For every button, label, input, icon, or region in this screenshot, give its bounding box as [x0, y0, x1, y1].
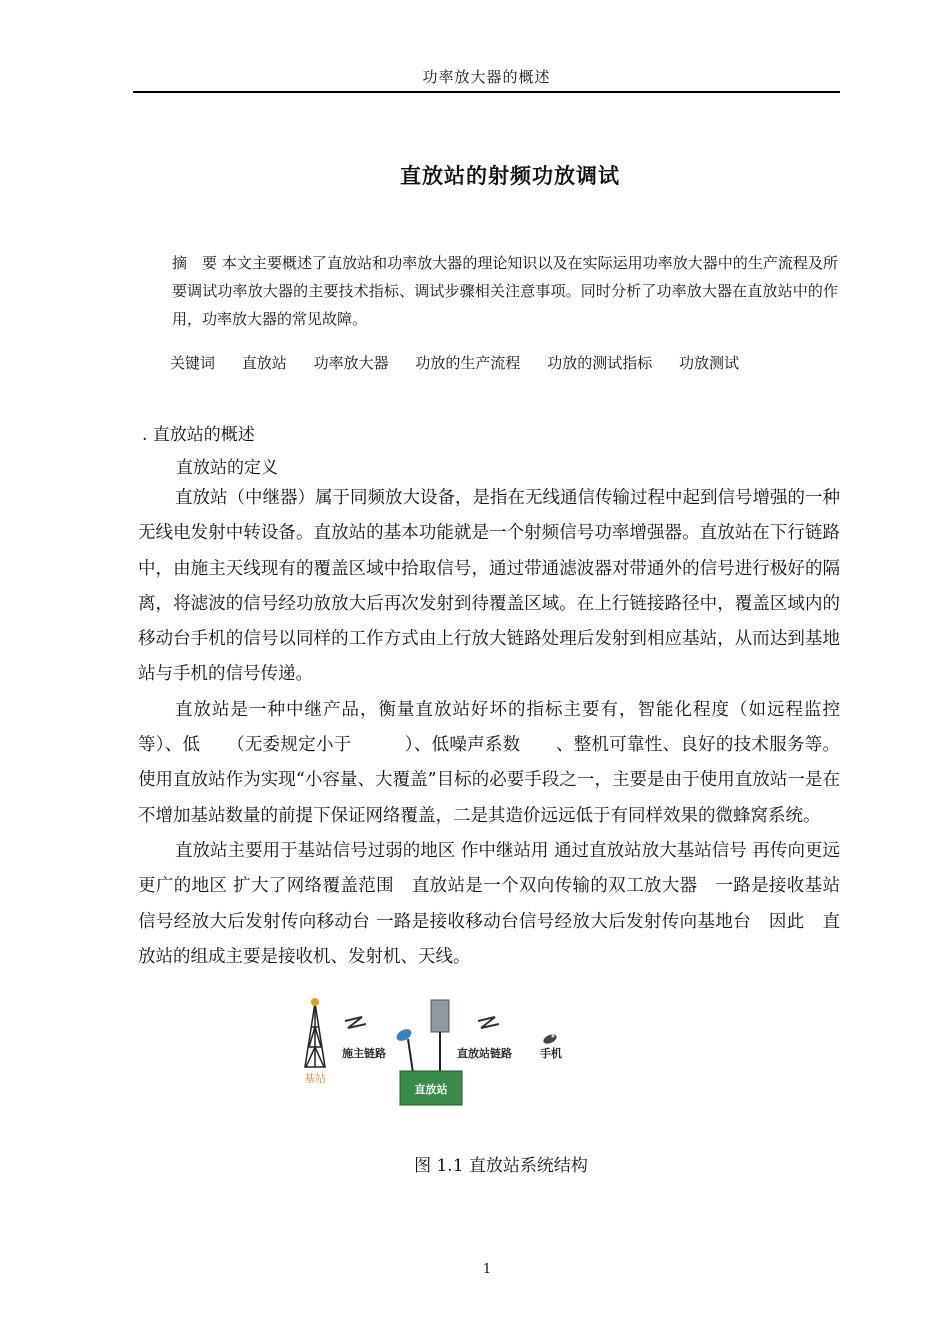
abstract-label: 摘 要: [172, 254, 218, 272]
keywords: [170, 352, 761, 373]
paragraph: 直放站主要用于基站信号过弱的地区 作中继站用 通过直放站放大基站信号 再传向更远更广的地区 扩大了网络覆盖范围 直放站是一个双向传输的双工放大器 一路是接收基站信号经放大后发射传向移动台 一路是接收移动台信号经放大后发射传向基地台 因此 直放站的组成主要是接收机、发射机、天线。: [138, 840, 840, 967]
donor-link-label: 施主链路: [342, 1047, 386, 1060]
section-heading: . 直放站的概述: [142, 425, 255, 445]
antenna-cable: [408, 1039, 413, 1073]
header-rule: [133, 91, 840, 93]
keyword-item: 功率放大器: [313, 354, 389, 372]
donor-antenna-icon: [395, 1027, 414, 1044]
keywords-label: 关键词: [170, 354, 216, 372]
page-number: 1: [482, 1262, 492, 1277]
base-station-label: 基站: [304, 1072, 326, 1085]
wireless-wave-icon: [345, 1017, 366, 1028]
repeater-label: 直放站: [414, 1083, 448, 1096]
tower-top-icon: [311, 998, 319, 1006]
running-header: 功率放大器的概述: [422, 68, 551, 86]
repeater-link-label: 直放站链路: [457, 1047, 512, 1060]
repeater-system-figure: [300, 995, 580, 1110]
wireless-wave-icon: [478, 1017, 499, 1028]
phone-icon: [542, 1032, 558, 1045]
tower-icon: [305, 1003, 325, 1067]
phone-label: 手机: [540, 1047, 562, 1060]
keyword-item: 功放测试: [678, 354, 739, 372]
document-title: 直放站的射频功放调试: [400, 164, 620, 188]
body-text: [138, 481, 840, 975]
keyword-item: 功放的测试指标: [547, 354, 653, 372]
keyword-item: 直放站: [241, 354, 287, 372]
keyword-item: 功放的生产流程: [415, 354, 521, 372]
paragraph: 直放站（中继器）属于同频放大设备，是指在无线通信传输过程中起到信号增强的一种无线电发射中转设备。直放站的基本功能就是一个射频信号功率增强器。直放站在下行链路中，由施主天线现有的覆盖区域中拾取信号，通过带通滤波器对带通外的信号进行极好的隔离，将滤波的信号经功放放大后再次发射到待覆盖区域。在上行链接路径中，覆盖区域内的移动台手机的信号以同样的工作方式由上行放大链路处理后发射到相应基站，从而达到基地站与手机的信号传递。: [138, 488, 840, 685]
subsection-heading: 直放站的定义: [176, 458, 278, 478]
paragraph: 直放站是一种中继产品，衡量直放站好坏的指标主要有，智能化程度（如远程监控等）、低 （无委规定小于 ）、低噪声系数 、整机可靠性、良好的技术服务等。 使用直放站作为实现“小容量、大覆盖”目标的必要手段之一，主要是由于使用直放站一是在不增加基站数量的前提下保证网络覆盖，二是其造价远远低于有同样效果的微蜂窝系统。: [138, 699, 840, 826]
abstract-text: 本文主要概述了直放站和功率放大器的理论知识以及在实际运用功率放大器中的生产流程及所要调试功率放大器的主要技术指标、调试步骤相关注意事项。同时分析了功率放大器在直放站中的作用，功率放大器的常见故障。: [172, 254, 838, 328]
service-antenna-icon: [431, 1000, 449, 1032]
figure-diagram: [300, 995, 580, 1110]
abstract: [138, 249, 838, 333]
figure-caption: 图 1.1 直放站系统结构: [414, 1156, 588, 1176]
